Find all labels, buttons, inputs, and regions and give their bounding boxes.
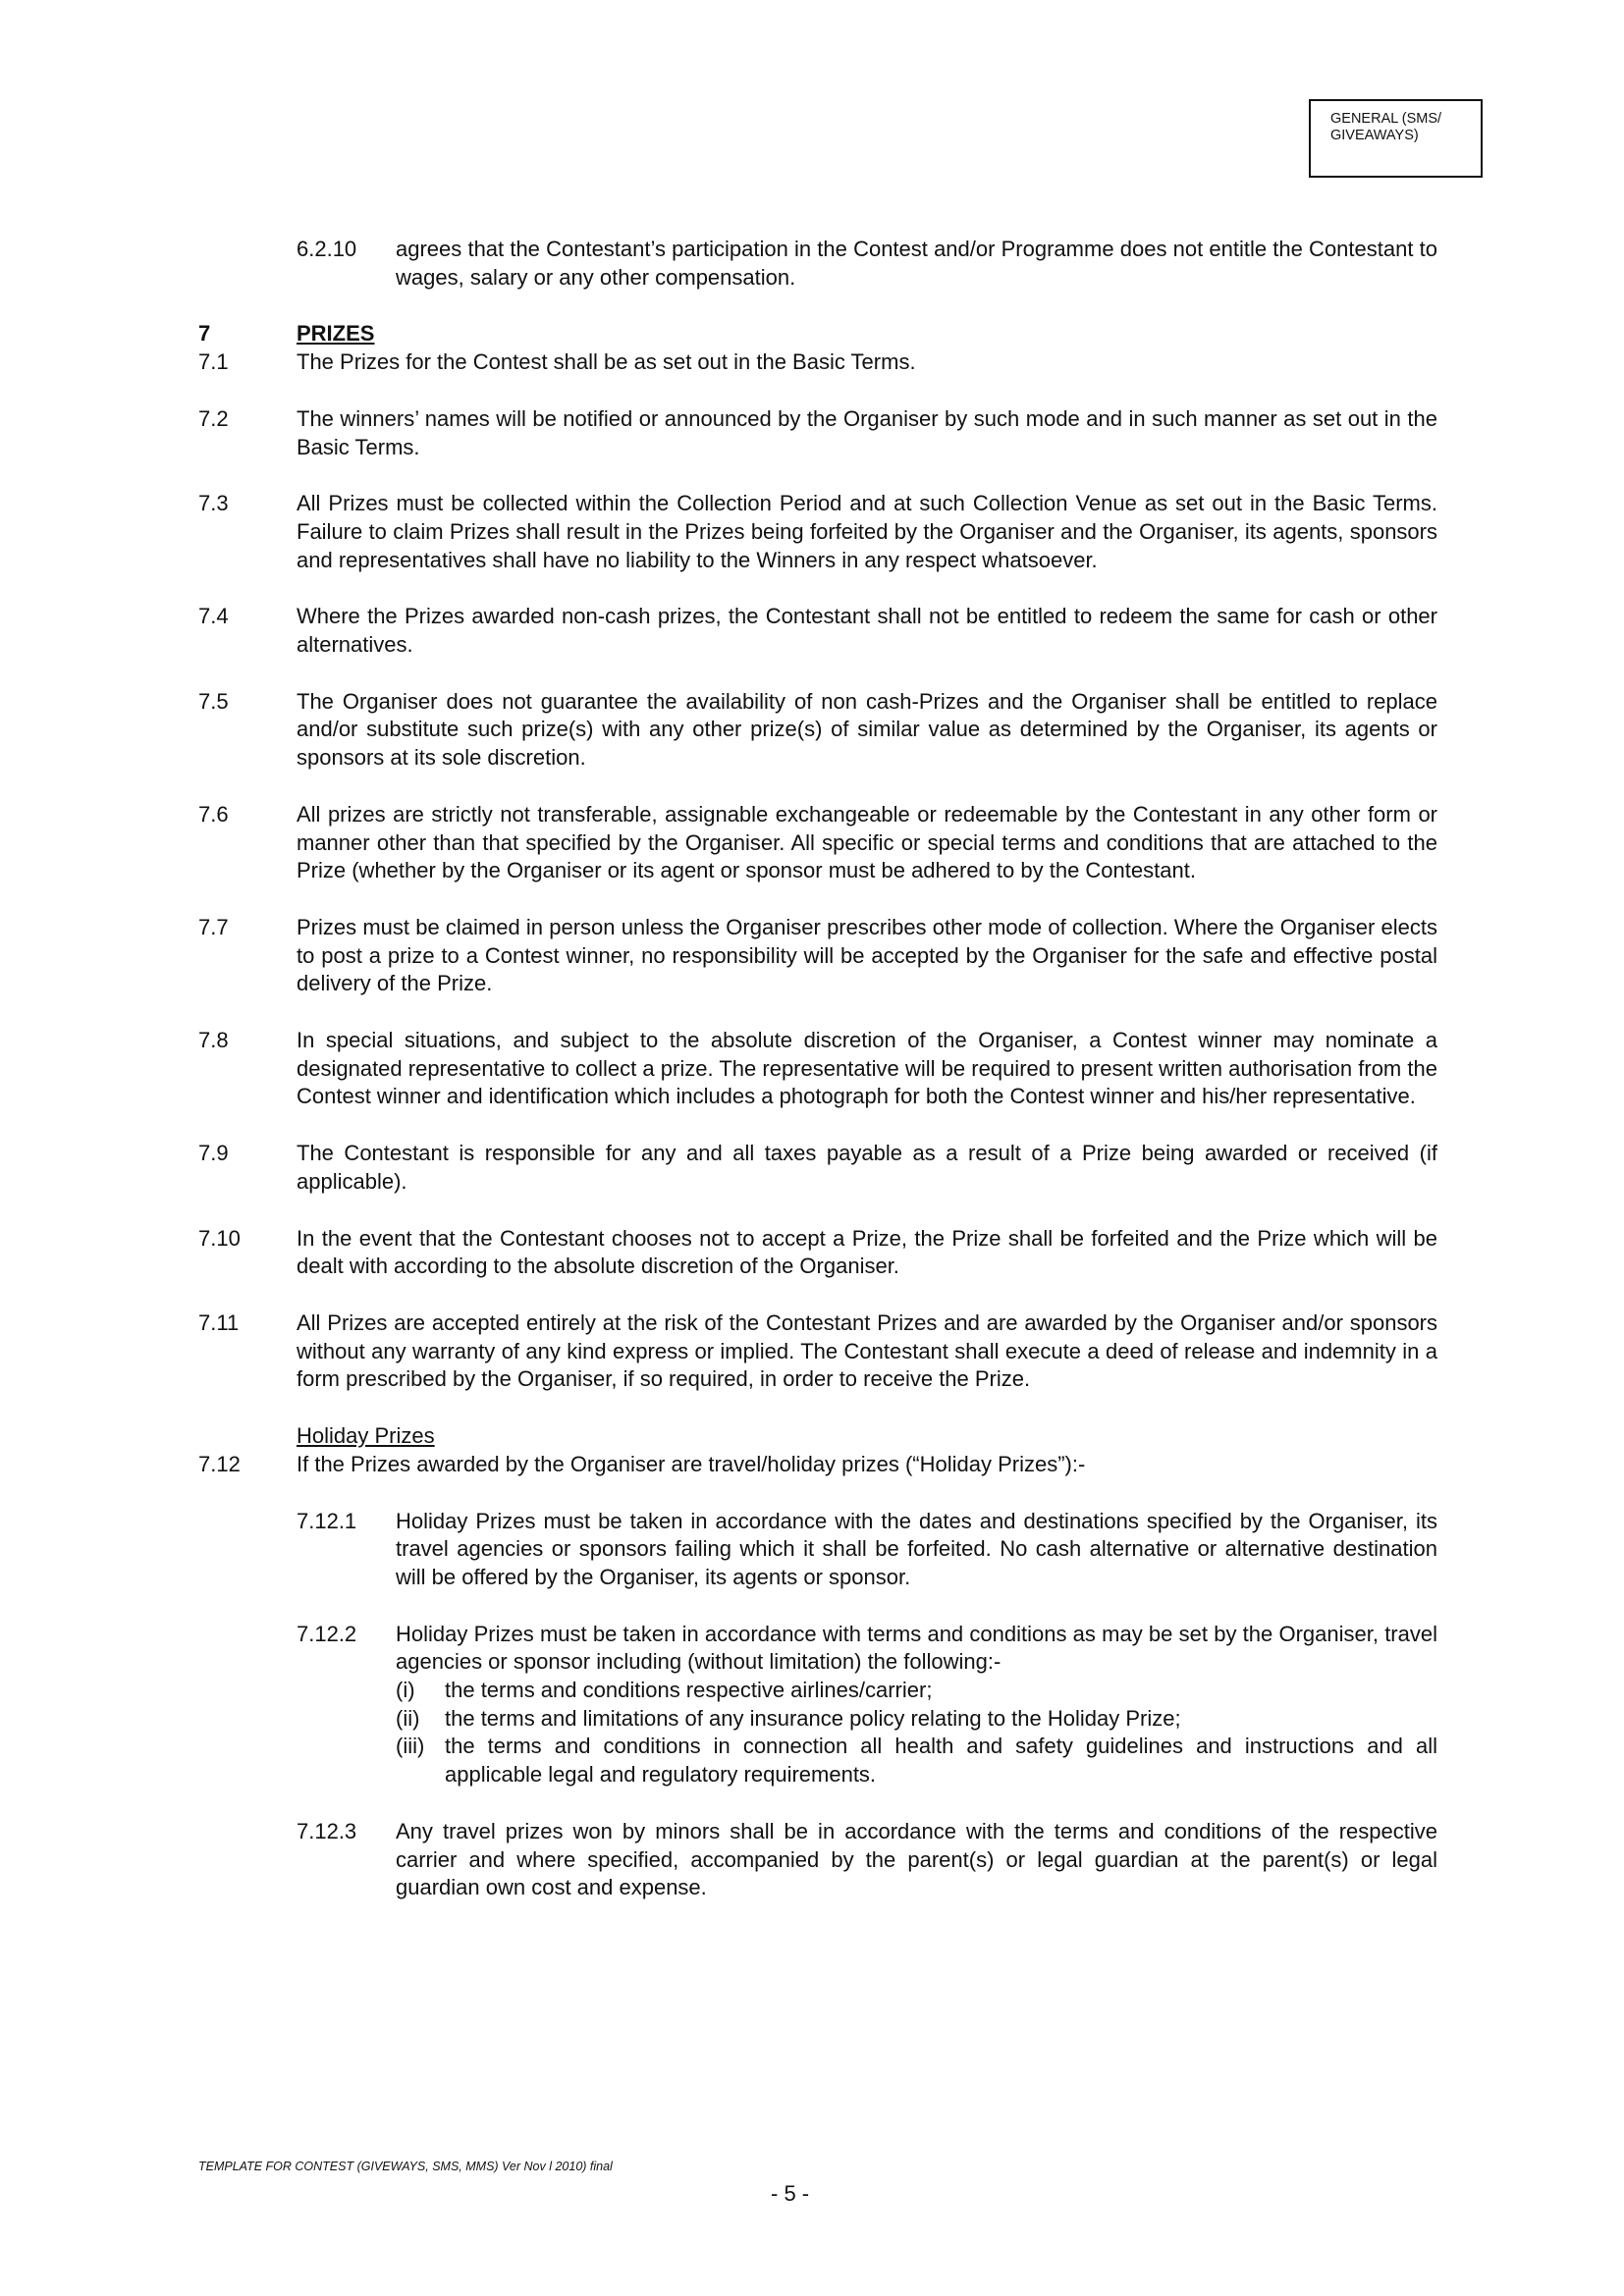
clause-7-5 xyxy=(198,688,1437,773)
clause-text: Any travel prizes won by minors shall be in accordance with the terms and conditions of the respective carrier and where specified, accompanied by the parent(s) or legal guardian at the parent(s) or legal guardian own cost and expense. xyxy=(396,1818,1437,1900)
section-heading xyxy=(198,320,1437,348)
clause-7-8 xyxy=(198,1027,1437,1111)
document-body xyxy=(198,236,1437,1931)
clause-7-3 xyxy=(198,490,1437,574)
clause-7-4 xyxy=(198,603,1437,659)
clause-number: 7.5 xyxy=(198,688,229,714)
clause-text: The Organiser does not guarantee the availability of non cash-Prizes and the Organiser shall be entitled to replace and/or substitute such prize(s) with any other prize(s) of similar value as determined by the Organiser, its agents or sponsors at its sole discretion. xyxy=(297,688,1437,771)
section-title: PRIZES xyxy=(297,321,375,347)
clause-number: 7.12.3 xyxy=(297,1818,357,1843)
list-item-text: the terms and conditions in connection all health and safety guidelines and instructions and all applicable legal and regulatory requirements. xyxy=(445,1734,1437,1788)
clause-number: 7.10 xyxy=(198,1225,241,1251)
clause-7-10 xyxy=(198,1225,1437,1281)
clause-7-12-1 xyxy=(297,1508,1437,1592)
clause-text: Holiday Prizes must be taken in accordance with the dates and destinations specified by the Organiser, its travel agencies or sponsors failing which it shall be forfeited. No cash alternative or alternative destination will be offered by the Organiser, its agents or sponsor. xyxy=(396,1508,1437,1589)
classification-line-2: GIVEAWAYS) xyxy=(1330,128,1419,143)
clause-number: 6.2.10 xyxy=(297,237,357,261)
clause-7-9 xyxy=(198,1140,1437,1196)
clause-text: All prizes are strictly not transferable, assignable exchangeable or redeemable by the Contestant in any other form or manner other than that specified by the Organiser. All specific or special terms and conditions that are attached to the Prize (whether by the Organiser or its agent or sponsor must be adhered to by the Contestant. xyxy=(297,801,1437,883)
clause-7-1 xyxy=(198,348,1437,377)
clause-text: Where the Prizes awarded non-cash prizes, the Contestant shall not be entitled to redeem the same for cash or other alternatives. xyxy=(297,604,1437,658)
clause-text: agrees that the Contestant’s participation in the Contest and/or Programme does not entitle the Contestant to wages, salary or any other compensation. xyxy=(396,237,1437,290)
clause-text: All Prizes are accepted entirely at the risk of the Contestant Prizes and are awarded by the Organiser and/or sponsors without any warranty of any kind express or implied. The Contestant shall execute a deed of release and indemnity in a form prescribed by the Organiser, if so required, in order to receive the Prize. xyxy=(297,1309,1437,1392)
clause-text: The Prizes for the Contest shall be as set out in the Basic Terms. xyxy=(297,349,916,375)
clause-number: 7.12 xyxy=(198,1451,241,1476)
clause-text: Holiday Prizes must be taken in accordance with terms and conditions as may be set by the Organiser, travel agencies or sponsor including (without limitation) the following:- xyxy=(396,1621,1437,1675)
clause-7-12 xyxy=(198,1451,1437,1479)
clause-number: 7.12.1 xyxy=(297,1508,357,1533)
classification-line-1: GENERAL (SMS/ xyxy=(1330,111,1442,127)
classification-box xyxy=(1309,99,1483,178)
clause-text: If the Prizes awarded by the Organiser are travel/holiday prizes (“Holiday Prizes”):- xyxy=(297,1451,1086,1476)
list-item-number: (iii) xyxy=(396,1734,425,1759)
holiday-prizes-subheading: Holiday Prizes xyxy=(297,1423,435,1449)
clause-number: 7.4 xyxy=(198,604,229,629)
clause-text: Prizes must be claimed in person unless the Organiser prescribes other mode of collection. Where the Organiser elects to post a prize to a Contest winner, no responsibility will be accepted by the Organiser for the safe and effective postal delivery of the Prize. xyxy=(297,914,1437,996)
list-item-text: the terms and conditions respective airlines/carrier; xyxy=(445,1678,933,1703)
clause-number: 7.2 xyxy=(198,405,229,431)
clause-text: The Contestant is responsible for any and all taxes payable as a result of a Prize being awarded or received (if applicable). xyxy=(297,1141,1437,1194)
clause-6-2-10 xyxy=(297,236,1437,292)
clause-7-2 xyxy=(198,405,1437,461)
clause-number: 7.3 xyxy=(198,491,229,516)
template-footer-note: TEMPLATE FOR CONTEST (GIVEWAYS, SMS, MMS) Ver Nov l 2010) final xyxy=(198,2160,613,2173)
clause-7-12-3 xyxy=(297,1818,1437,1902)
section-number: 7 xyxy=(198,321,211,347)
clause-text: The winners’ names will be notified or announced by the Organiser by such mode and in such manner as set out in the Basic Terms. xyxy=(297,405,1437,459)
clause-number: 7.11 xyxy=(198,1309,240,1335)
clause-text: In special situations, and subject to the absolute discretion of the Organiser, a Contest winner may nominate a designated representative to collect a prize. The representative will be required to present written authorisation from the Contest winner and identification which includes a photograph for both the Contest winner and his/her representative. xyxy=(297,1028,1437,1109)
clause-text: All Prizes must be collected within the Collection Period and at such Collection Venue as set out in the Basic Terms. Failure to claim Prizes shall result in the Prizes being forfeited by the Organiser and the Organiser, its agents, sponsors and representatives shall have no liability to the Winners in any respect whatsoever. xyxy=(297,491,1437,572)
clause-number: 7.6 xyxy=(198,801,229,827)
clause-number: 7.1 xyxy=(198,349,229,375)
clause-number: 7.8 xyxy=(198,1028,229,1053)
clause-7-11 xyxy=(198,1309,1437,1394)
clause-7-12-2 xyxy=(297,1621,1437,1789)
clause-number: 7.7 xyxy=(198,914,229,939)
list-item-number: (ii) xyxy=(396,1705,420,1731)
clause-number: 7.12.2 xyxy=(297,1621,357,1646)
list-item-text: the terms and limitations of any insurance policy relating to the Holiday Prize; xyxy=(445,1705,1181,1731)
list-item-i xyxy=(396,1677,1437,1705)
clause-7-7 xyxy=(198,914,1437,998)
page-number: - 5 - xyxy=(771,2181,810,2206)
clause-7-6 xyxy=(198,801,1437,885)
list-item-number: (i) xyxy=(396,1678,415,1703)
list-item-iii xyxy=(396,1733,1437,1789)
clause-number: 7.9 xyxy=(198,1141,229,1166)
clause-text: In the event that the Contestant chooses not to accept a Prize, the Prize shall be forfeited and the Prize which will be dealt with according to the absolute discretion of the Organiser. xyxy=(297,1225,1437,1279)
list-item-ii xyxy=(396,1705,1437,1734)
